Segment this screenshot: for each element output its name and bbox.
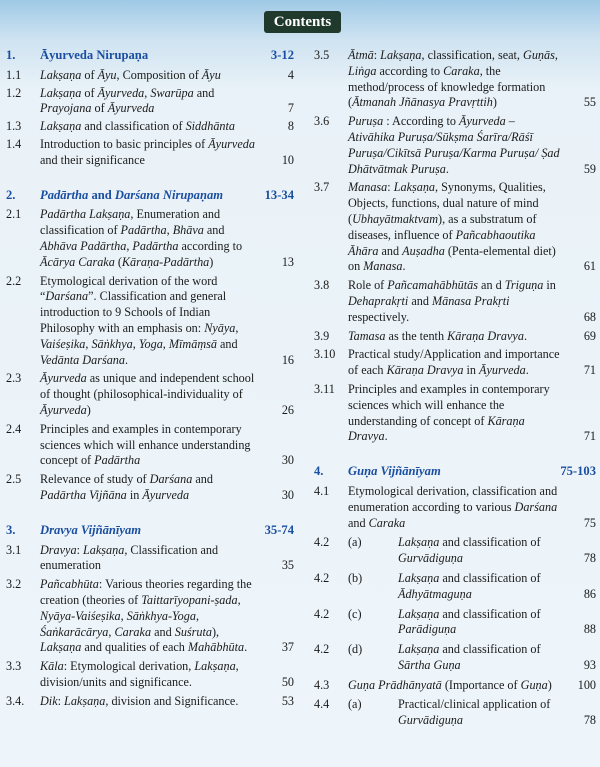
toc-entry-number: 4.2 [314,570,330,585]
toc-page-number: 13-34 [264,187,294,202]
toc-entry [314,278,596,325]
toc-entry-title: Lakṣaṇa and classification of Gurvādiguṇa [398,535,541,566]
toc-entry [6,86,294,118]
toc-entry [6,543,294,575]
toc-entry-number: 3.4. [6,693,25,708]
toc-section-heading [314,464,596,480]
toc-entry-number: 4.3 [314,677,330,692]
toc-entry-title: Introduction to basic principles of Āyurveda and their significance [40,136,255,167]
toc-entry-title: Dravya: Lakṣaṇa, Classification and enumeration [40,542,219,573]
toc-entry-title: Lakṣaṇa and classification of Ādhyātmaguṇa [398,570,541,601]
toc-entry [6,371,294,418]
toc-entry [314,535,596,567]
toc-entry [314,347,596,379]
toc-section-title: Guṇa Vijñānīyam [348,464,441,479]
toc-page-number: 59 [583,161,596,176]
toc-entry-number: 2.4 [6,421,22,436]
toc-entry [314,697,596,729]
toc-entry [314,642,596,674]
toc-entry-number: 4.2 [314,535,330,550]
toc-entry-title: Lakṣaṇa and classification of Sārtha Guṇa [398,642,541,672]
toc-page-number: 3-12 [270,48,294,62]
toc-entry-title: Dik: Lakṣaṇa, division and Significance. [40,693,239,708]
toc-entry [6,472,294,504]
toc-entry [6,422,294,469]
toc-left-column [6,48,294,709]
toc-entry-number: 1.2 [6,85,22,100]
toc-entry-number: 4.1 [314,483,330,498]
toc-page-number: 61 [583,259,596,274]
toc-page-number: 50 [281,674,294,689]
toc-entry-title: Guṇa Prādhānyatā (Importance of Guṇa) [348,677,552,692]
toc-entry-title: Practical/clinical application of Gurvādiguṇa [398,697,551,728]
toc-page-number: 26 [281,402,294,417]
toc-entry-title: Āyurveda as unique and independent school of thought (philosophical-individuality of Āyurveda) [40,371,255,417]
toc-page-number: 55 [583,95,596,110]
toc-entry-number: 2. [6,187,16,202]
toc-entry-number: 2.3 [6,371,22,386]
toc-page-number: 35-74 [264,522,294,537]
toc-entry-title: Role of Pañcamahābhūtās an d Triguṇa in Dehaprakṛti and Mānasa Prakṛti respectively. [348,278,556,324]
toc-entry-number: 3.5 [314,48,330,62]
toc-page-number: 78 [583,713,596,728]
toc-entry-number: 2.2 [6,273,22,288]
toc-entry-number: 4. [314,464,324,479]
toc-entry-title: Ātmā: Lakṣaṇa, classification, seat, Guṇās, Liṅga according to Caraka, the method/process of knowledge formation (Ātmanah Jñānasya Pravṛttih) [348,48,558,110]
toc-entry-title: Padārtha Lakṣaṇa, Enumeration and classification of Padārtha, Bhāva and Abhāva Padārtha, Padārtha according to Ācārya Caraka (Kāraṇa-Padārtha) [40,207,243,269]
toc-entry-number: 3.7 [314,180,330,195]
toc-entry-title: Puruṣa : According to Āyurveda – Ativāhika Puruṣa/Sūkṣma Śarīra/Rāśī Puruṣa/Cikītsā Puruṣa/Karma Puruṣa/ Ṣad Dhātvātmak Puruṣa. [348,114,560,176]
toc-entry [314,484,596,531]
toc-page-number: 69 [583,328,596,343]
toc-entry-number: 4.2 [314,642,330,657]
toc-entry-title: Practical study/Application and importance of each Kāraṇa Dravya in Āyurveda. [348,347,560,378]
toc-entry-title: Lakṣaṇa and classification of Parādiguṇa [398,606,541,637]
toc-entry-number: 4.2 [314,606,330,621]
toc-entry-number: 3.6 [314,114,330,129]
toc-page-number: 8 [287,119,294,134]
toc-page-number: 68 [583,309,596,324]
toc-page-number: 30 [281,487,294,502]
toc-section-title: Dravya Vijñānīyam [40,522,142,537]
toc-entry-number: 3.1 [6,542,22,557]
toc-entry-title: Relevance of study of Darśana and Padārtha Vijñāna in Āyurveda [40,472,213,502]
toc-entry [6,119,294,135]
toc-entry-number: 1.3 [6,119,22,134]
toc-entry [6,659,294,691]
toc-entry [314,329,596,345]
toc-entry-number: 3. [6,522,16,537]
toc-page-number: 75-103 [560,464,596,479]
toc-page-number: 71 [583,429,596,444]
toc-section-heading [6,188,294,204]
contents-title: Contents [264,11,341,33]
toc-entry-title: Principles and examples in contemporary sciences which will enhance understanding concept of Padārtha [40,421,251,468]
toc-page-number: 93 [583,657,596,672]
toc-entry-title: Tamasa as the tenth Kāraṇa Dravya. [348,328,527,343]
toc-entry-number: 1.4 [6,136,22,151]
toc-entry-number: 2.1 [6,207,22,222]
toc-page-number: 86 [583,586,596,601]
toc-page-number: 37 [281,640,294,655]
toc-entry-number: 4.4 [314,697,330,712]
toc-entry-number: 3.10 [314,347,336,362]
toc-entry [314,180,596,275]
toc-entry-number: 3.9 [314,328,330,343]
toc-entry [314,382,596,445]
toc-page-number: 78 [583,551,596,566]
toc-page-number: 71 [583,363,596,378]
toc-page-number: 7 [287,101,294,116]
toc-entry-number: 3.2 [6,577,22,592]
toc-entry-title: Principles and examples in contemporary sciences which will enhance the understanding of concept of Kāraṇa Dravya. [348,381,550,444]
toc-entry [6,137,294,169]
toc-section-heading [6,48,294,64]
toc-entry-title: Kāla: Etymological derivation, Lakṣaṇa, division/units and significance. [40,659,239,689]
toc-entry [6,207,294,270]
toc-page-number: 30 [281,453,294,468]
toc-subentry-label: (a) [348,535,362,550]
toc-entry-title: Lakṣaṇa of Āyu, Composition of Āyu [40,67,221,82]
toc-right-column [314,48,596,729]
toc-section-heading [6,523,294,539]
toc-entry-title: Lakṣaṇa of Āyurveda, Swarūpa and Prayojana of Āyurveda [40,85,215,116]
toc-entry-number: 2.5 [6,472,22,487]
toc-page-number: 35 [281,558,294,573]
toc-entry-number: 3.8 [314,278,330,293]
toc-entry-number: 3.3 [6,659,22,674]
toc-page-number: 53 [281,693,294,708]
toc-subentry-label: (c) [348,606,362,621]
toc-page-number: 75 [583,515,596,530]
toc-entry-title: Lakṣaṇa and classification of Siddhānta [40,119,235,134]
toc-entry-title: Etymological derivation of the word “Darśana”. Classification and general introduction to 9 Schools of Indian Philosophy with an emphasis on: Nyāya, Vaiśeṣika, Sāṅkhya, Yoga, Mīmāṃsā and Vedānta Darśana. [40,273,239,367]
toc-entry [6,577,294,656]
toc-page-number: 10 [281,152,294,167]
toc-page-number: 13 [281,254,294,269]
toc-section-title: Āyurveda Nirupaṇa [40,48,149,62]
toc-entry [314,678,596,694]
toc-entry [6,274,294,369]
toc-entry-title: Pañcabhūta: Various theories regarding the creation (theories of Taittarīyopani-ṣada, Nyāya-Vaiśeṣika, Sāṅkhya-Yoga, Śaṅkarācārya, Caraka and Suśruta), Lakṣaṇa and qualities of each Mahābhūta. [40,577,252,655]
toc-entry [6,68,294,84]
toc-page-number: 100 [577,677,596,692]
page-header [0,0,600,40]
toc-entry [6,694,294,710]
toc-entry [314,114,596,177]
toc-entry-title: Manasa: Lakṣaṇa, Synonyms, Qualities, Objects, functions, dual nature of mind (Ubhayātmaktvam), as a substratum of diseases, influence of Pañcabhaoutika Āhāra and Auṣadha (Penta-elemental diet) on Manasa. [348,180,556,274]
toc-section-title: Padārtha and Darśana Nirupaṇam [40,187,224,202]
toc-entry [314,607,596,639]
toc-subentry-label: (b) [348,570,363,585]
toc-entry [314,48,596,111]
toc-subentry-label: (a) [348,697,362,712]
toc-page-number: 4 [287,67,294,82]
toc-entry-number: 1.1 [6,67,22,82]
toc-entry-title: Etymological derivation, classification and enumeration according to various Darśana and Caraka [348,483,558,530]
toc-entry-number: 3.11 [314,381,335,396]
toc-entry [314,571,596,603]
toc-page-number: 16 [281,352,294,367]
toc-page-number: 88 [583,622,596,637]
toc-subentry-label: (d) [348,642,363,657]
toc-entry-number: 1. [6,48,16,62]
